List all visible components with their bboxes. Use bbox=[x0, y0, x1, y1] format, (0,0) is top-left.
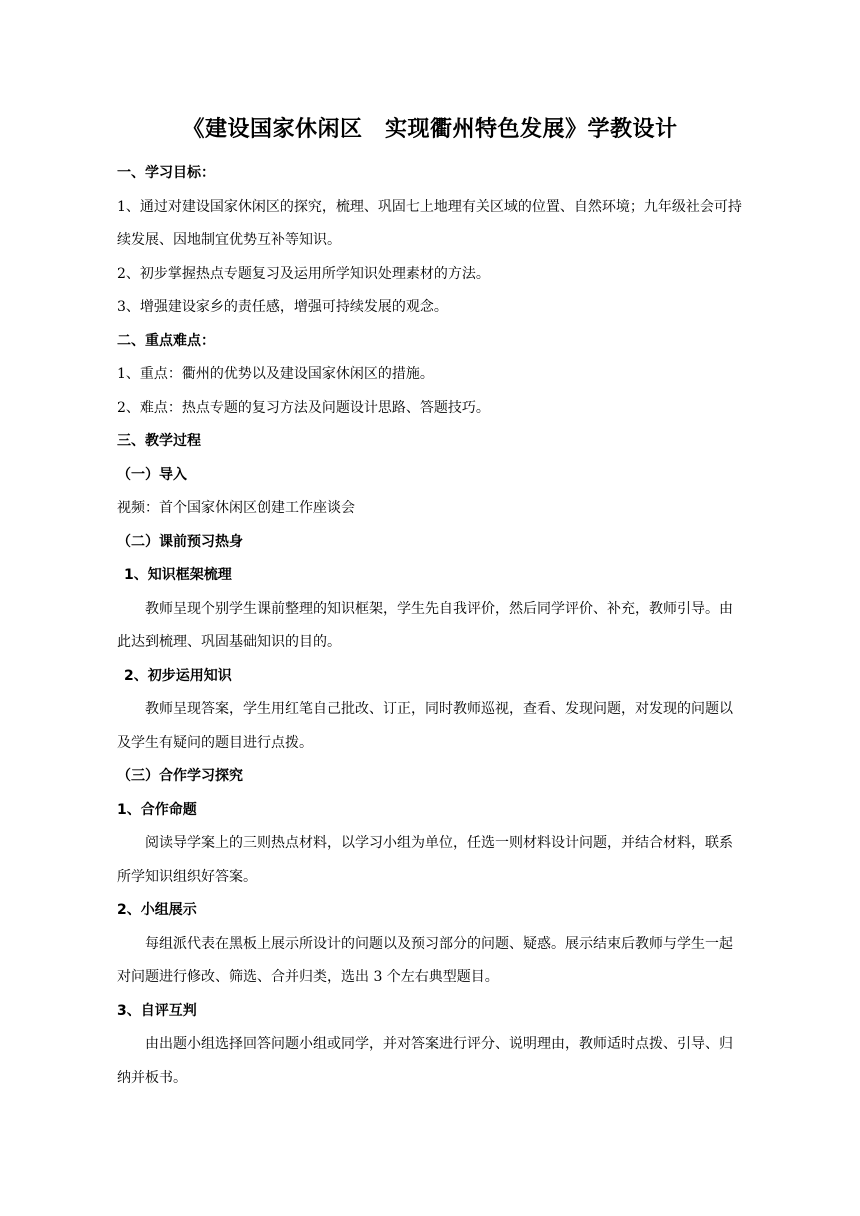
section-heading-process: 三、教学过程 bbox=[117, 433, 201, 449]
document-title: 《建设国家休闲区 实现衢州特色发展》学教设计 bbox=[182, 117, 678, 142]
subsection-heading-warmup: （二）课前预习热身 bbox=[117, 533, 243, 550]
section-heading-key-points: 二、重点难点： bbox=[117, 332, 215, 349]
key-point-2: 2、难点：热点专题的复习方法及问题设计思路、答题技巧。 bbox=[117, 399, 490, 416]
warmup-step-1-text: 教师呈现个别学生课前整理的知识框架，学生先自我评价，然后同学评价、补充，教师引导。由此达到梳理、巩固基础知识的目的。 bbox=[117, 600, 733, 650]
coop-step-3-text: 由出题小组选择回答问题小组或同学，并对答案进行评分、说明理由，教师适时点拨、引导、归纳并板书。 bbox=[117, 1036, 733, 1086]
warmup-step-2-heading: 2、初步运用知识 bbox=[124, 667, 232, 684]
subsection-heading-cooperative: （三）合作学习探究 bbox=[117, 768, 243, 784]
coop-step-1-heading: 1、合作命题 bbox=[117, 801, 197, 818]
coop-step-3-heading: 3、自评互判 bbox=[117, 1002, 197, 1019]
section-heading-goals: 一、学习目标： bbox=[117, 165, 215, 181]
warmup-step-2-text: 教师呈现答案，学生用红笔自己批改、订正，同时教师巡视，查看、发现问题，对发现的问题以及学生有疑问的题目进行点拨。 bbox=[117, 701, 733, 751]
coop-step-1-text: 阅读导学案上的三则热点材料，以学习小组为单位，任选一则材料设计问题，并结合材料，联系所学知识组织好答案。 bbox=[117, 835, 733, 885]
goal-item-1: 1、通过对建设国家休闲区的探究，梳理、巩固七上地理有关区域的位置、自然环境；九年级社会可持续发展、因地制宜优势互补等知识。 bbox=[117, 198, 742, 248]
coop-step-2-heading: 2、小组展示 bbox=[117, 902, 197, 918]
goal-item-3: 3、增强建设家乡的责任感，增强可持续发展的观念。 bbox=[117, 299, 448, 315]
intro-text: 视频：首个国家休闲区创建工作座谈会 bbox=[117, 500, 355, 516]
coop-step-2-text: 每组派代表在黑板上展示所设计的问题以及预习部分的问题、疑惑。展示结束后教师与学生一起对问题进行修改、筛选、合并归类，选出 3 个左右典型题目。 bbox=[117, 935, 733, 985]
goal-item-2: 2、初步掌握热点专题复习及运用所学知识处理素材的方法。 bbox=[117, 265, 490, 282]
warmup-step-1-heading: 1、知识框架梳理 bbox=[124, 567, 232, 583]
key-point-1: 1、重点：衢州的优势以及建设国家休闲区的措施。 bbox=[117, 366, 434, 382]
subsection-heading-intro: （一）导入 bbox=[117, 466, 187, 483]
document-body bbox=[117, 157, 742, 1095]
